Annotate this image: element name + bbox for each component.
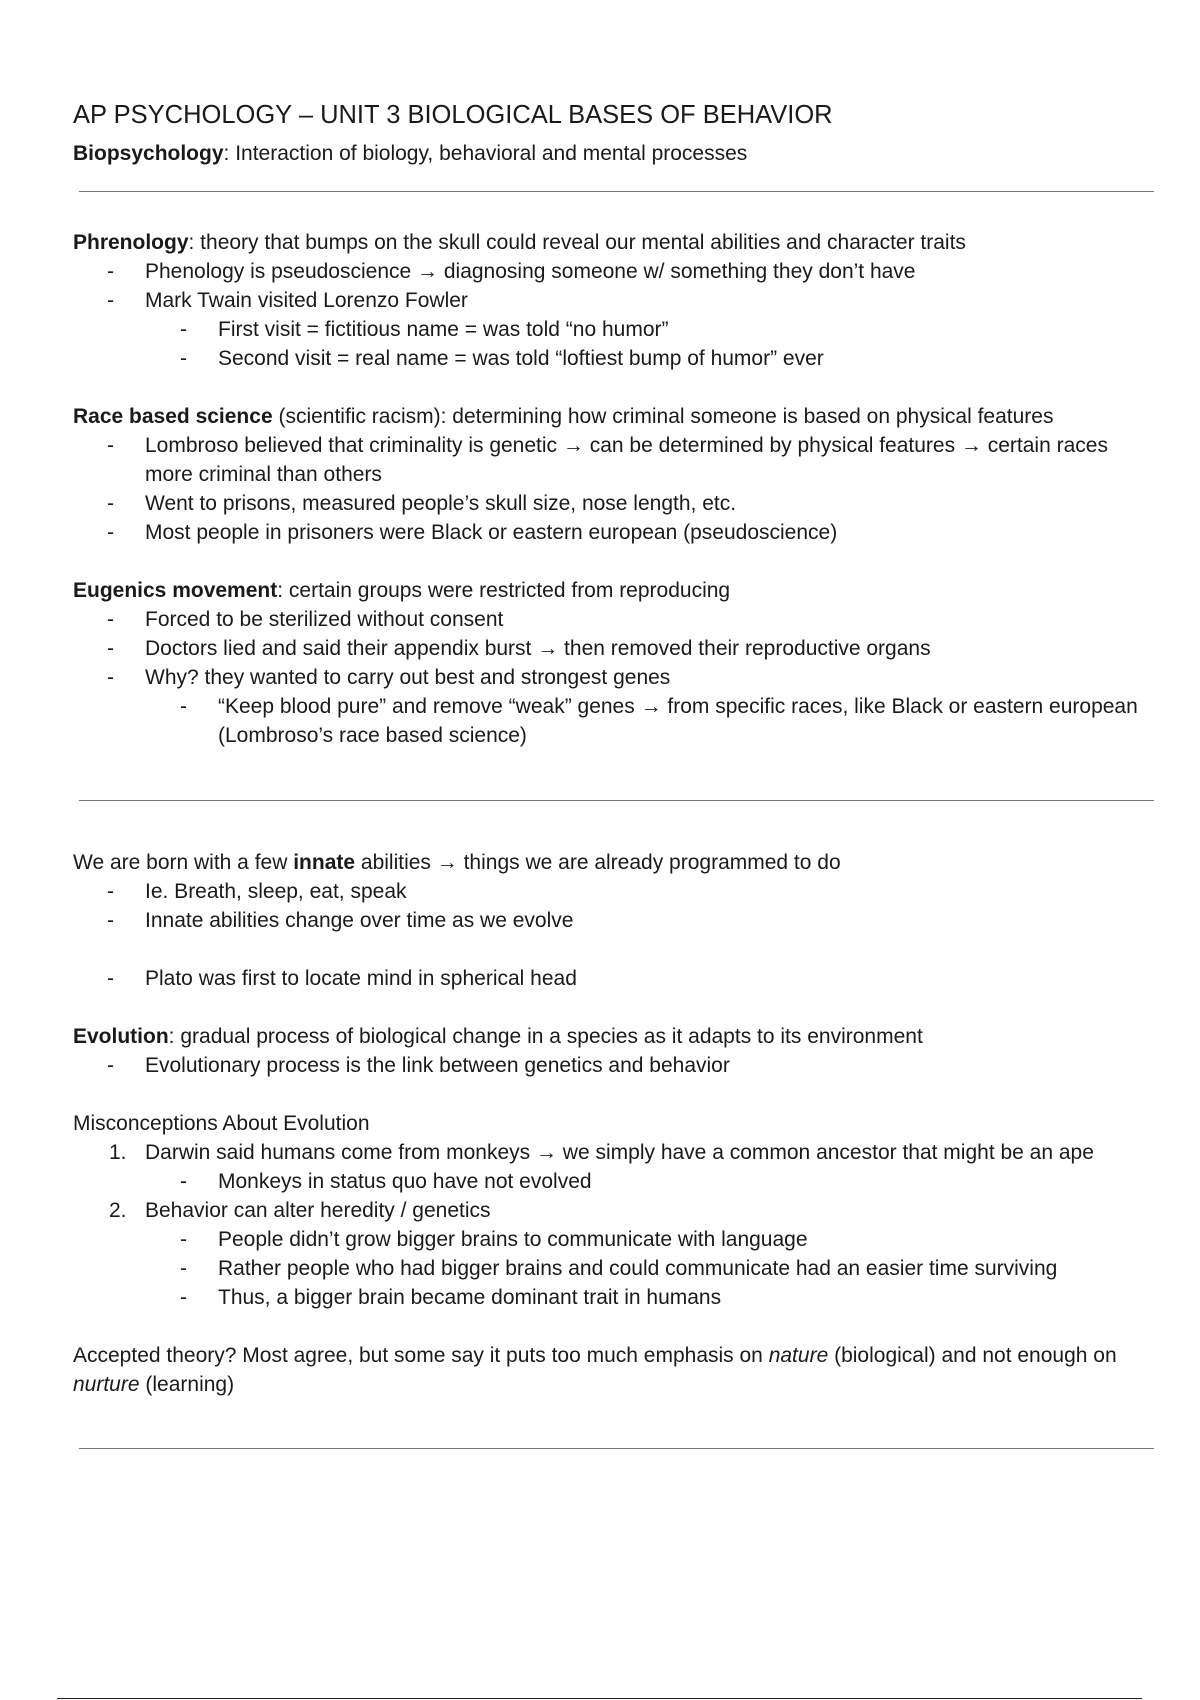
sub-list: [145, 692, 1153, 750]
list-item: - Innate abilities change over time as we evolve: [107, 909, 574, 932]
biopsychology-definition: Biopsychology: Interaction of biology, behavioral and mental processes: [73, 142, 748, 165]
eugenics-list: [73, 605, 1153, 750]
race-science-list: [73, 431, 1153, 547]
numbered-item: 2. Behavior can alter heredity / genetics - People didn’t grow bigger brains to communicate with language - Rather people who had bigger brains and could communicate had an easier time surviving - Thus, a bigger brain became dominant trait in humans: [73, 1196, 1153, 1312]
page-bottom-border: [57, 1698, 1142, 1699]
eugenics-definition: Eugenics movement: certain groups were restricted from reproducing: [73, 579, 731, 602]
list-item: - Most people in prisoners were Black or eastern european (pseudoscience): [107, 521, 838, 544]
list-item: - Ie. Breath, sleep, eat, speak: [107, 880, 407, 903]
list-item: - Mark Twain visited Lorenzo Fowler - First visit = fictitious name = was told “no humor” - Second visit = real name = was told “loftiest bump of humor” ever: [73, 286, 1153, 373]
evolution-definition: Evolution: gradual process of biological change in a species as it adapts to its environment: [73, 1025, 923, 1048]
numbered-item: 1. Darwin said humans come from monkeys → we simply have a common ancestor that might be an ape - Monkeys in status quo have not evolved: [73, 1138, 1153, 1196]
list-item: - Went to prisons, measured people’s skull size, nose length, etc.: [107, 492, 737, 515]
race-science-definition: Race based science (scientific racism): determining how criminal someone is based on physical features: [73, 405, 1054, 428]
sub-list: [145, 1167, 1153, 1196]
list-item: - Evolutionary process is the link between genetics and behavior: [107, 1054, 730, 1077]
sub-list-item: - Second visit = real name = was told “loftiest bump of humor” ever: [180, 347, 824, 370]
phrenology-definition: Phrenology: theory that bumps on the skull could reveal our mental abilities and character traits: [73, 231, 966, 254]
accepted-theory-paragraph: Accepted theory? Most agree, but some say it puts too much emphasis on nature (biological) and not enough on nurture (learning): [73, 1344, 1117, 1396]
sub-list: [145, 315, 1153, 373]
list-item: - Lombroso believed that criminality is genetic → can be determined by physical features → certain races more criminal than others: [107, 434, 1108, 486]
misconceptions-list: [73, 1138, 1153, 1312]
list-item: - Forced to be sterilized without consent: [107, 608, 504, 631]
list-item: - Phenology is pseudoscience → diagnosing someone w/ something they don’t have: [107, 260, 916, 283]
evolution-list: [73, 1051, 1153, 1080]
section-divider: [79, 1448, 1154, 1449]
sub-list-item: - Monkeys in status quo have not evolved: [180, 1170, 592, 1193]
list-item: - Doctors lied and said their appendix burst → then removed their reproductive organs: [107, 637, 931, 660]
eugenics-term: Eugenics movement: [73, 579, 278, 602]
evolution-term: Evolution: [73, 1025, 169, 1048]
list-item: - Plato was first to locate mind in spherical head: [107, 967, 577, 990]
sub-list-item: - People didn’t grow bigger brains to communicate with language: [180, 1228, 808, 1251]
document-page: [73, 98, 1153, 1449]
sub-list-item: - “Keep blood pure” and remove “weak” genes → from specific races, like Black or eastern european (Lombroso’s race based science): [180, 695, 1138, 747]
innate-list: [73, 877, 1153, 993]
misconceptions-heading: Misconceptions About Evolution: [73, 1112, 370, 1135]
sub-list-item: - Rather people who had bigger brains and could communicate had an easier time surviving: [180, 1257, 1058, 1280]
phrenology-term: Phrenology: [73, 231, 189, 254]
sub-list: [145, 1225, 1153, 1312]
sub-list-item: - First visit = fictitious name = was told “no humor”: [180, 318, 669, 341]
list-item: - Why? they wanted to carry out best and strongest genes - “Keep blood pure” and remove “weak” genes → from specific races, like Black or eastern european (Lombroso’s race based science): [73, 663, 1153, 750]
innate-term: innate: [293, 851, 356, 874]
race-science-term: Race based science: [73, 405, 273, 428]
sub-list-item: - Thus, a bigger brain became dominant trait in humans: [180, 1286, 722, 1309]
page-title: AP PSYCHOLOGY – UNIT 3 BIOLOGICAL BASES OF BEHAVIOR: [73, 101, 833, 129]
biopsychology-term: Biopsychology: [73, 142, 224, 165]
innate-intro: We are born with a few innate abilities → things we are already programmed to do: [73, 851, 841, 874]
phrenology-list: [73, 257, 1153, 373]
